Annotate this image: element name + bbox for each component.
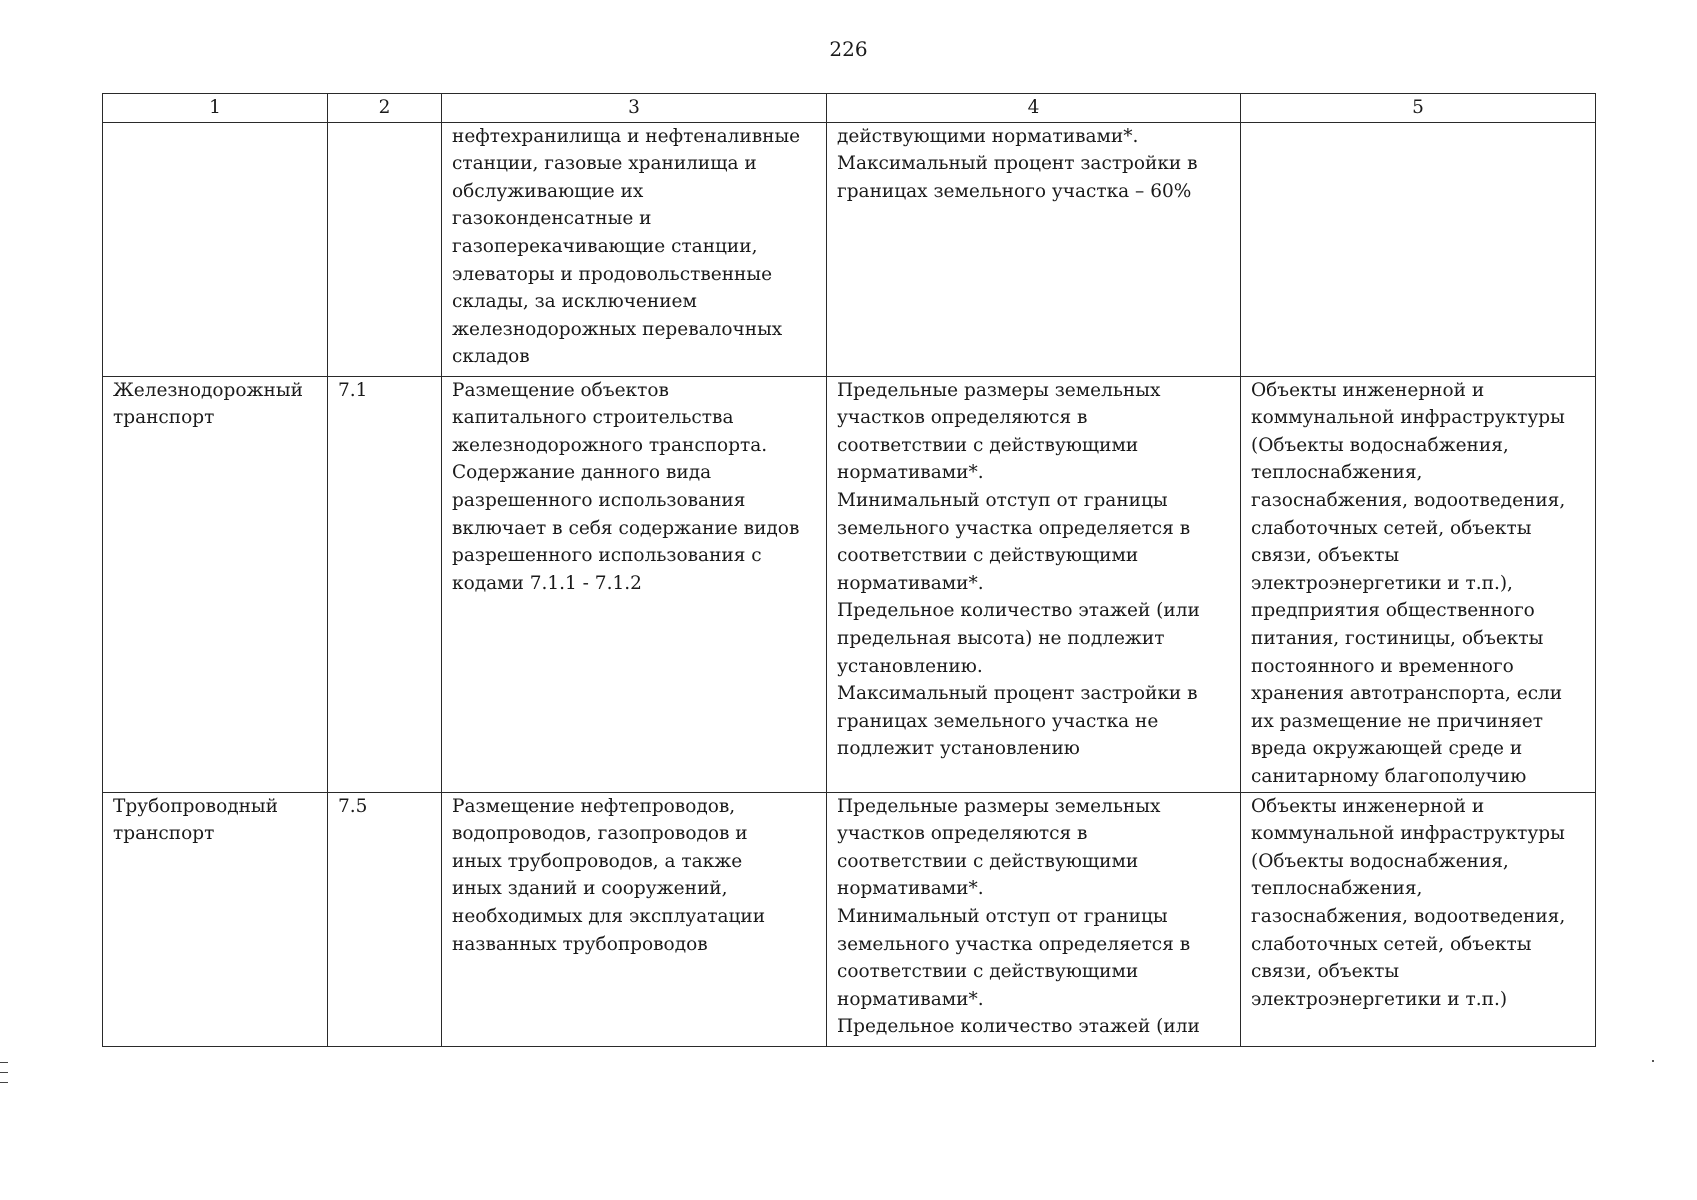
cell-text-line: нефтехранилища и нефтеналивные — [452, 125, 801, 147]
cell-text-line: иных трубопроводов, а также — [452, 850, 743, 872]
scan-mark — [0, 1082, 8, 1083]
cell-text-line: Минимальный отступ от границы — [837, 905, 1168, 927]
cell-text-line: питания, гостиницы, объекты — [1251, 627, 1544, 649]
table-header-row — [103, 94, 1596, 123]
cell-text-line: нормативами*. — [837, 988, 984, 1010]
cell-text-line: (Объекты водоснабжения, — [1251, 434, 1509, 456]
scan-mark — [0, 1072, 8, 1073]
table-cell-col-5 — [1241, 792, 1596, 1046]
cell-text-line: санитарному благополучию — [1251, 765, 1527, 787]
cell-text-line: транспорт — [113, 407, 215, 429]
table-cell-col-4 — [827, 376, 1241, 792]
header-col-3: 3 — [442, 94, 827, 123]
cell-text-line: Размещение объектов — [452, 379, 669, 401]
table-cell-col-4 — [827, 792, 1241, 1046]
cell-text-line: 7.1 — [338, 379, 368, 401]
cell-text-line: газоконденсатные и — [452, 208, 652, 230]
cell-text-line: железнодорожного транспорта. — [452, 434, 768, 456]
cell-text-line: складов — [452, 346, 530, 368]
table-row — [103, 792, 1596, 1046]
cell-text-line: Железнодорожный — [113, 379, 303, 401]
cell-text-line: действующими нормативами*. — [837, 125, 1139, 147]
cell-text-line: теплоснабжения, — [1251, 462, 1423, 484]
land-use-table — [102, 93, 1596, 1047]
cell-text-line: Предельное количество этажей (или — [837, 1016, 1200, 1038]
cell-text-line: газоснабжения, водоотведения, — [1251, 489, 1566, 511]
cell-text-line: вреда окружающей среде и — [1251, 738, 1523, 760]
cell-text-line: Размещение нефтепроводов, — [452, 795, 736, 817]
cell-text-line: соответствии с действующими — [837, 850, 1139, 872]
header-col-4: 4 — [827, 94, 1241, 123]
header-col-2: 2 — [328, 94, 442, 123]
cell-text-line: границах земельного участка не — [837, 710, 1159, 732]
cell-text-line: станции, газовые хранилища и — [452, 153, 757, 175]
cell-text-line: элеваторы и продовольственные — [452, 263, 773, 285]
cell-text-line: капитального строительства — [452, 407, 734, 429]
cell-text-line: Максимальный процент застройки в — [837, 153, 1198, 175]
cell-text-line: электроэнергетики и т.п.), — [1251, 572, 1513, 594]
cell-text-line: подлежит установлению — [837, 738, 1080, 760]
cell-text-line: Предельное количество этажей (или — [837, 600, 1200, 622]
table-cell-col-1 — [103, 376, 328, 792]
cell-text-line: названных трубопроводов — [452, 933, 708, 955]
cell-text-line: Максимальный процент застройки в — [837, 683, 1198, 705]
cell-text-line: связи, объекты — [1251, 545, 1400, 567]
table-cell-col-3 — [442, 122, 827, 376]
cell-text-line: слаботочных сетей, объекты — [1251, 933, 1532, 955]
cell-text-line: Объекты инженерной и — [1251, 795, 1485, 817]
cell-text-line: коммунальной инфраструктуры — [1251, 407, 1565, 429]
table-cell-col-5 — [1241, 122, 1596, 376]
cell-text-line: соответствии с действующими — [837, 434, 1139, 456]
table-cell-col-5 — [1241, 376, 1596, 792]
cell-text-line: их размещение не причиняет — [1251, 710, 1543, 732]
table-cell-col-2 — [328, 376, 442, 792]
cell-text-line: газоперекачивающие станции, — [452, 235, 758, 257]
cell-text-line: земельного участка определяется в — [837, 517, 1191, 539]
cell-text-line: Трубопроводный — [113, 795, 278, 817]
table-cell-col-1 — [103, 792, 328, 1046]
cell-text-line: участков определяются в — [837, 823, 1088, 845]
cell-text-line: связи, объекты — [1251, 961, 1400, 983]
cell-text-line: железнодорожных перевалочных — [452, 318, 783, 340]
cell-text-line: хранения автотранспорта, если — [1251, 683, 1563, 705]
page-number: 226 — [829, 37, 868, 61]
cell-text-line: Содержание данного вида — [452, 462, 712, 484]
cell-text-line: нормативами*. — [837, 462, 984, 484]
header-col-1: 1 — [103, 94, 328, 123]
cell-text-line: склады, за исключением — [452, 291, 697, 313]
cell-text-line: 7.5 — [338, 795, 368, 817]
cell-text-line: соответствии с действующими — [837, 961, 1139, 983]
cell-text-line: Минимальный отступ от границы — [837, 489, 1168, 511]
cell-text-line: Предельные размеры земельных — [837, 795, 1161, 817]
table-cell-col-3 — [442, 792, 827, 1046]
cell-text-line: соответствии с действующими — [837, 545, 1139, 567]
cell-text-line: разрешенного использования — [452, 489, 746, 511]
cell-text-line: водопроводов, газопроводов и — [452, 823, 748, 845]
cell-text-line: нормативами*. — [837, 878, 984, 900]
cell-text-line: участков определяются в — [837, 407, 1088, 429]
table-cell-col-3 — [442, 376, 827, 792]
cell-text-line: разрешенного использования с — [452, 545, 762, 567]
cell-text-line: теплоснабжения, — [1251, 878, 1423, 900]
scan-mark — [0, 1062, 8, 1063]
cell-text-line: электроэнергетики и т.п.) — [1251, 988, 1508, 1010]
cell-text-line: необходимых для эксплуатации — [452, 905, 766, 927]
table-body — [103, 122, 1596, 1046]
cell-text-line: границах земельного участка – 60% — [837, 180, 1192, 202]
cell-text-line: включает в себя содержание видов — [452, 517, 800, 539]
header-col-5: 5 — [1241, 94, 1596, 123]
table-cell-col-2 — [328, 792, 442, 1046]
table-row — [103, 122, 1596, 376]
cell-text-line: (Объекты водоснабжения, — [1251, 850, 1509, 872]
table-cell-col-2 — [328, 122, 442, 376]
table-row — [103, 376, 1596, 792]
cell-text-line: транспорт — [113, 823, 215, 845]
cell-text-line: газоснабжения, водоотведения, — [1251, 905, 1566, 927]
cell-text-line: Объекты инженерной и — [1251, 379, 1485, 401]
cell-text-line: обслуживающие их — [452, 180, 644, 202]
cell-text-line: слаботочных сетей, объекты — [1251, 517, 1532, 539]
scan-speck — [1652, 1060, 1654, 1062]
cell-text-line: коммунальной инфраструктуры — [1251, 823, 1565, 845]
cell-text-line: иных зданий и сооружений, — [452, 878, 728, 900]
cell-text-line: предельная высота) не подлежит — [837, 627, 1165, 649]
cell-text-line: предприятия общественного — [1251, 600, 1535, 622]
cell-text-line: Предельные размеры земельных — [837, 379, 1161, 401]
cell-text-line: земельного участка определяется в — [837, 933, 1191, 955]
cell-text-line: постоянного и временного — [1251, 655, 1514, 677]
table-cell-col-1 — [103, 122, 328, 376]
cell-text-line: нормативами*. — [837, 572, 984, 594]
cell-text-line: установлению. — [837, 655, 983, 677]
table-cell-col-4 — [827, 122, 1241, 376]
cell-text-line: кодами 7.1.1 - 7.1.2 — [452, 572, 642, 594]
